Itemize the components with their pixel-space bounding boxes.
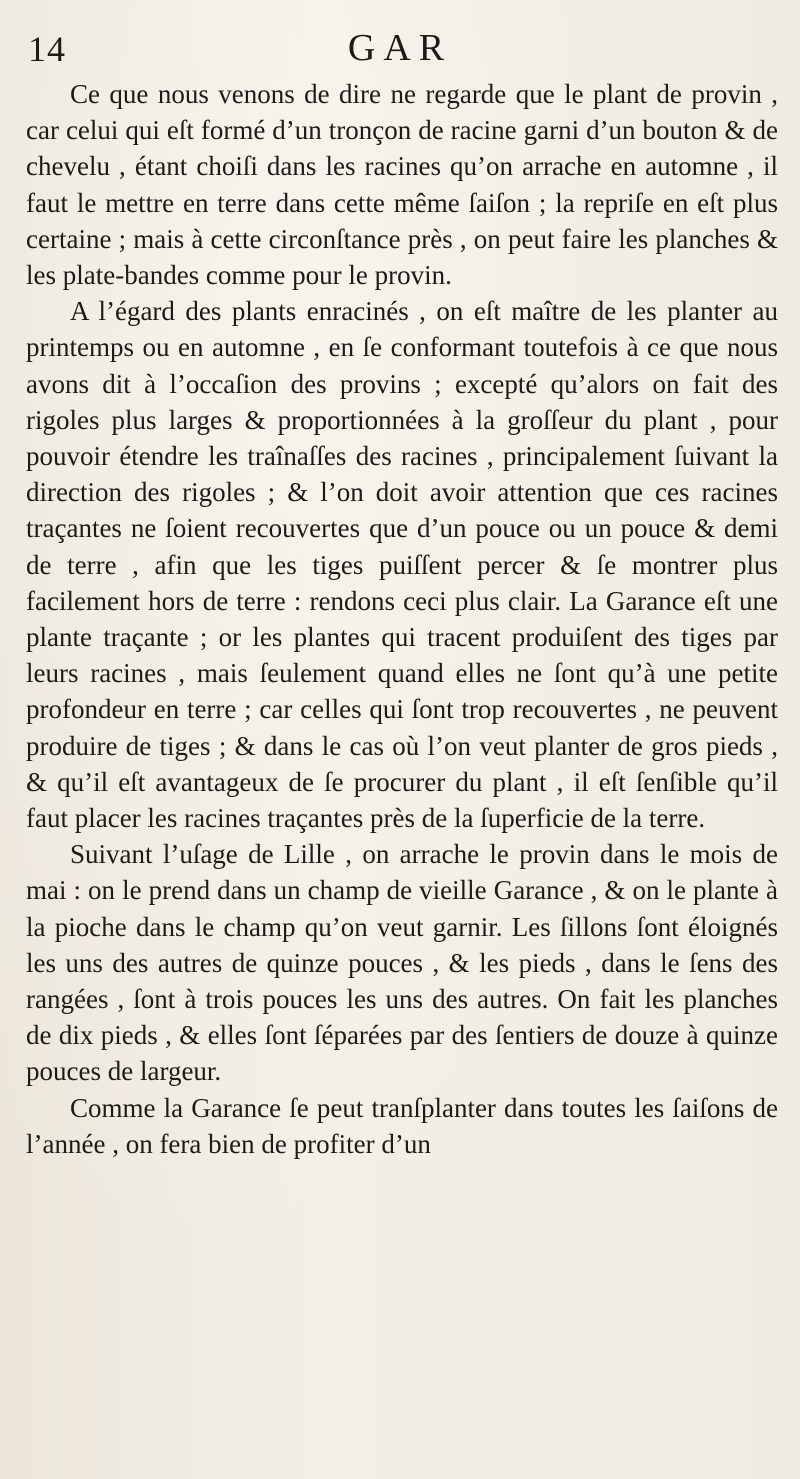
page-number: 14: [28, 29, 66, 69]
running-head: GAR: [347, 27, 453, 69]
paragraph-4: Comme la Garance ſe peut tranſplanter dans toutes les ſaiſons de l’année , on fera bien de profiter d’un: [26, 1092, 778, 1159]
paragraph-1: Ce que nous venons de dire ne regarde que le plant de provin , car celui qui eſt formé d’un tronçon de racine garni d’un bouton & de chevelu , étant choiſi dans les racines qu’on arrache en automne , il faut le mettre en terre dans cette même ſaiſon ; la repriſe en eſt plus certaine ; mais à cette circonſtance près , on peut faire les planches & les plate-bandes comme pour le provin.: [26, 79, 778, 291]
body-text: [26, 76, 778, 1162]
paragraph-3: Suivant l’uſage de Lille , on arrache le provin dans le mois de mai : on le prend dans un champ de vieille Garance , & on le plante à la pioche dans le champ qu’on veut garnir. Les ſillons ſont éloignés les uns des autres de quinze pouces , & les pieds , dans le ſens des rangées , ſont à trois pouces les uns des autres. On fait les planches de dix pieds , & elles ſont ſéparées par des ſentiers de douze à quinze pouces de largeur.: [26, 839, 778, 1087]
page-header: [0, 24, 800, 76]
paragraph-2: A l’égard des plants enracinés , on eſt maître de les planter au printemps ou en automne , en ſe conformant toutefois à ce que nous avons dit à l’occaſion des provins ; excepté qu’alors on fait des rigoles plus larges & proportionnées à la groſſeur du plant , pour pouvoir étendre les traînaſſes des racines , principalement ſuivant la direction des rigoles ; & l’on doit avoir attention que ces racines traçantes ne ſoient recouvertes que d’un pouce ou un pouce & demi de terre , afin que les tiges puiſſent percer & ſe montrer plus facilement hors de terre : rendons ceci plus clair. La Garance eſt une plante traçante ; or les plantes qui tracent produiſent des tiges par leurs racines , mais ſeulement quand elles ne ſont qu’à une petite profondeur en terre ; car celles qui ſont trop recouvertes , ne peuvent produire de tiges ; & dans le cas où l’on veut planter de gros pieds , & qu’il eſt avantageux de ſe procurer du plant , il eſt ſenſible qu’il faut placer les racines traçantes près de la ſuperficie de la terre.: [26, 296, 778, 834]
